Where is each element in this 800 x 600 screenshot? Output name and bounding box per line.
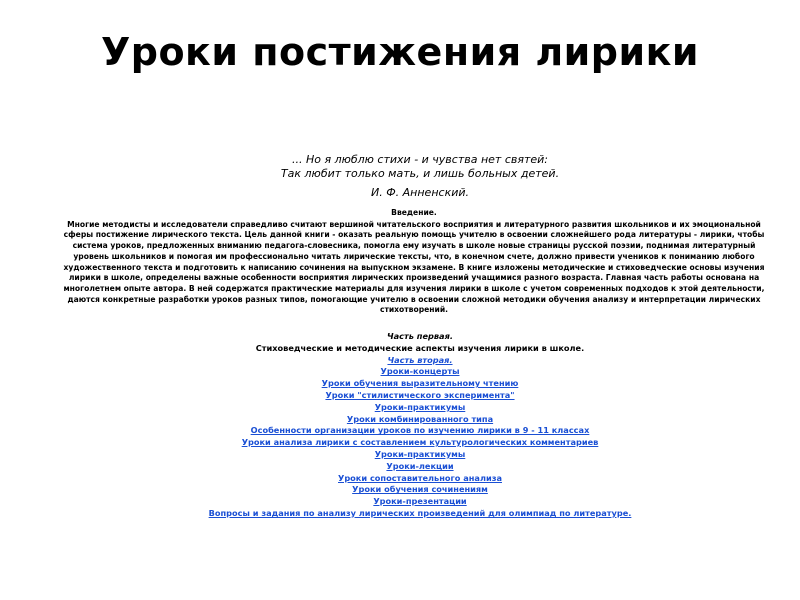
toc-link-workshops[interactable]: Уроки-практикумы	[374, 401, 466, 412]
part-one-label: Часть первая.	[387, 331, 453, 341]
toc-link-concert-lessons[interactable]: Уроки-концерты	[380, 366, 460, 377]
toc-link-part-two[interactable]: Часть вторая.	[387, 354, 453, 365]
toc-link-olympiad-questions[interactable]: Вопросы и задания по анализу лирических произведений для олимпиад по литературе.	[208, 507, 632, 518]
epigraph-line-1: ... Но я люблю стихи - и чувства нет святей:	[291, 153, 549, 166]
toc-link-expressive-reading[interactable]: Уроки обучения выразительному чтению	[321, 378, 519, 389]
table-of-contents	[140, 331, 700, 520]
toc-link-comparative-analysis[interactable]: Уроки сопоставительного анализа	[338, 472, 502, 483]
toc-link-presentations[interactable]: Уроки-презентации	[373, 496, 467, 507]
toc-link-essay-lessons[interactable]: Уроки обучения сочинениям	[352, 484, 488, 495]
epigraph-author: И. Ф. Анненский.	[370, 186, 470, 199]
toc-link-combined-lessons[interactable]: Уроки комбинированного типа	[346, 413, 494, 424]
introduction-heading: Введение.	[391, 208, 437, 217]
epigraph-line-2: Так любит только мать, и лишь больных детей.	[280, 167, 560, 180]
part-one-subtitle: Стиховедческие и методические аспекты изучения лирики в школе.	[255, 342, 585, 353]
introduction	[58, 208, 770, 316]
toc-link-cultural-commentary[interactable]: Уроки анализа лирики с составлением культурологических комментариев	[241, 437, 599, 448]
introduction-text: Многие методисты и исследователи справедливо считают вершиной читательского восприятия и литературного развития школьников и их эмоциональной сферы постижение лирического текста. Цель данной книги - оказать реальную помощь учителю в освоении сложнейшего рода литературы - лирики, чтобы система уроков, предложенных вниманию педагога-словесника, помогла ему изучать в школе новые страницы русской поэзии, поднимая литературный уровень школьников и помогая им профессионально читать лирические тексты, что, в конечном счете, должно привести учеников к пониманию любого художественного текста и подготовить к написанию сочинения на выпускном экзамене. В книге изложены методические и стиховедческие основы изучения лирики в школе, определены важные особенности восприятия лирических произведений учащимися разного возраста. Главная часть работы основана на многолетнем опыте автора. В ней содержатся практические материалы для изучения лирики в школе с учетом современных подходов к этой деятельности, даются конкретные разработки уроков разных типов, помогающие учителю в освоении сложной методики обучения анализу и интерпретации лирических стихотворений.	[63, 219, 765, 315]
toc-link-stylistic-experiment[interactable]: Уроки "стилистического эксперимента"	[325, 389, 515, 400]
toc-link-workshops-2[interactable]: Уроки-практикумы	[374, 448, 466, 459]
page-title: Уроки постижения лирики	[100, 30, 700, 74]
epigraph	[150, 153, 690, 200]
toc-link-grades-9-11[interactable]: Особенности организации уроков по изучению лирики в 9 - 11 классах	[250, 425, 590, 436]
toc-link-lectures[interactable]: Уроки-лекции	[386, 460, 454, 471]
